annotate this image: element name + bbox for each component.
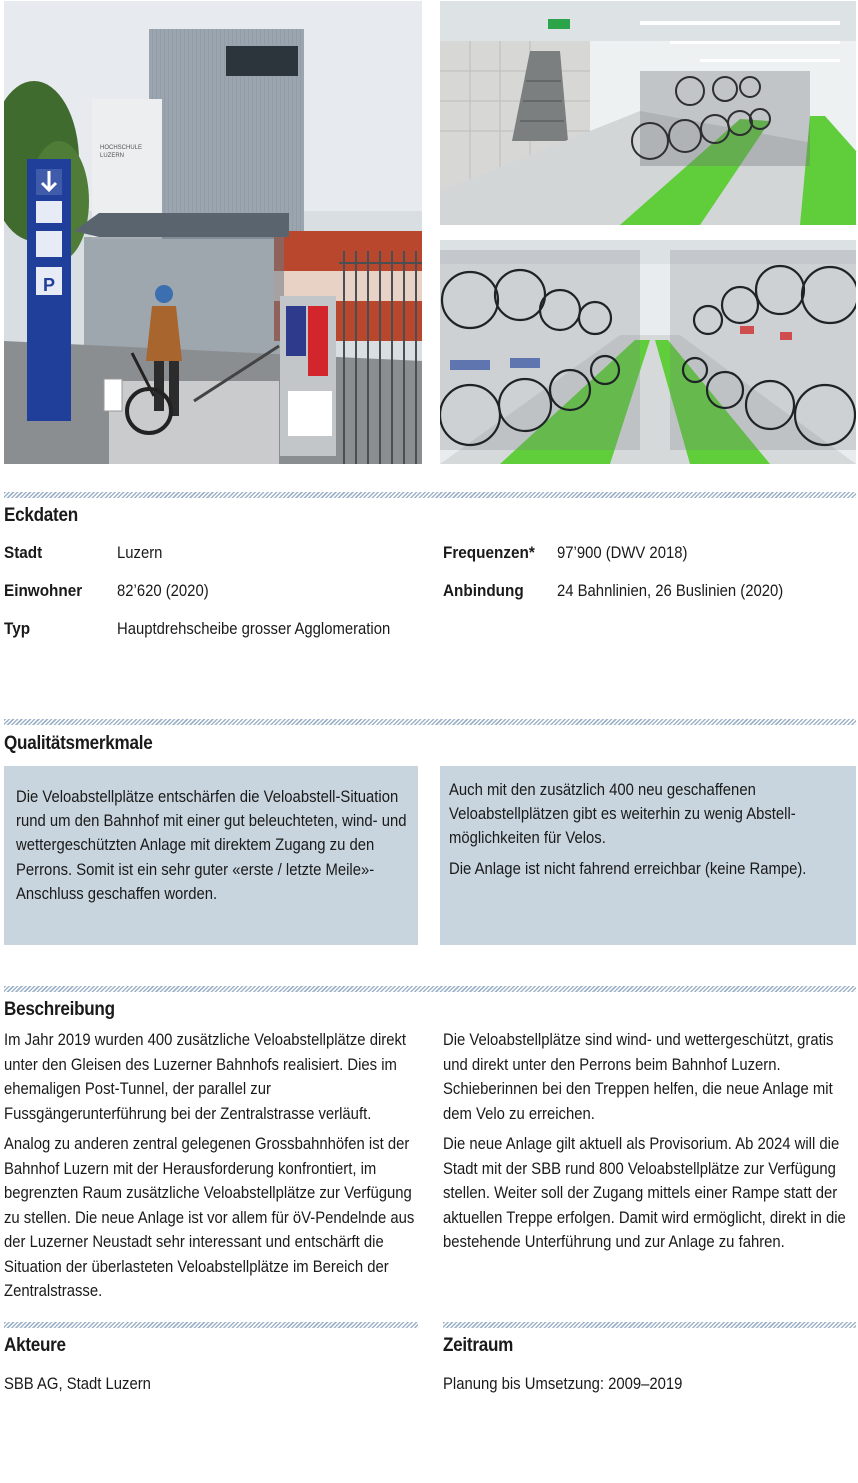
label-frequenzen: Frequenzen*: [443, 543, 535, 562]
value-anbindung: 24 Bahnlinien, 26 Buslinien (2020): [557, 582, 784, 600]
divider-beschreibung: [4, 986, 856, 992]
label-typ: Typ: [4, 619, 31, 638]
label-einwohner: Einwohner: [4, 581, 83, 600]
value-einwohner: 82’620 (2020): [117, 582, 209, 600]
description-left-2: Analog zu anderen zentral gelegenen Grossbahnhöfen ist der Bahnhof Luzern mit der Herausforderung konfrontiert, im begrenzten Raum zusätzliche Veloabstellplätze zur Verfügung zu stellen. Die neue Anlage ist vor allem für öV-Pendelnde aus der Luzerner Neustadt sehr interessant und entschärft die Situation der überlasteten Veloabstellplätze im Bereich der Zentralstrasse.: [4, 1135, 415, 1300]
divider-zeitraum: [443, 1322, 856, 1328]
value-stadt: Luzern: [117, 544, 163, 562]
heading-akteure: Akteure: [4, 1335, 66, 1356]
divider-akteure: [4, 1322, 418, 1328]
value-akteure: SBB AG, Stadt Luzern: [4, 1375, 151, 1393]
description-left-1: Im Jahr 2019 wurden 400 zusätzliche Veloabstellplätze direkt unter den Gleisen des Luzerner Bahnhofs realisiert. Dies im ehemaligen Post-Tunnel, der parallel zur Fussgängerunterführung bei der Zentralstrasse verläuft.: [4, 1031, 407, 1123]
description-right: [443, 1028, 858, 1255]
bike-parking-hall-photo-icon: [440, 240, 856, 464]
heading-qualitaet: Qualitätsmerkmale: [4, 733, 153, 754]
photo-station-entrance: [4, 1, 422, 464]
description-left: [4, 1028, 421, 1304]
quality-negative-2: Die Anlage ist nicht fahrend erreichbar (keine Rampe).: [449, 859, 807, 878]
quality-negative-box: [440, 766, 856, 945]
svg-text:LUZERN: LUZERN: [100, 153, 125, 159]
svg-text:P: P: [43, 275, 56, 295]
quality-negative-text: [449, 778, 854, 881]
svg-text:HOCHSCHULE: HOCHSCHULE: [100, 145, 143, 151]
quality-positive-box: [4, 766, 418, 945]
heading-eckdaten: Eckdaten: [4, 505, 78, 526]
description-right-1: Die Veloabstellplätze sind wind- und wettergeschützt, gratis und direkt unter den Perrons beim Bahnhof Luzern. Schieberinnen bei den Treppen helfen, die neue Anlage mit dem Velo zu erreichen.: [443, 1031, 834, 1123]
label-stadt: Stadt: [4, 543, 43, 562]
photo-tunnel-stairs: [440, 1, 856, 225]
description-right-2: Die neue Anlage gilt aktuell als Provisorium. Ab 2024 will die Stadt mit der SBB rund 800 Veloabstellplätze zur Verfügung stellen. Weiter soll der Zugang mittels einer Rampe statt der aktuellen Treppe erfolgen. Damit wird ermöglicht, direkt in die bestehende Unterführung und zur Anlage zu fahren.: [443, 1135, 846, 1251]
value-typ: Hauptdrehscheibe grosser Agglomeration: [117, 620, 391, 638]
photo-bike-parking-hall: [440, 240, 856, 464]
cyclist-entrance-photo-icon: [4, 1, 422, 464]
heading-beschreibung: Beschreibung: [4, 999, 115, 1020]
stairs-bike-rack-photo-icon: [440, 1, 856, 225]
divider-qualitaet: [4, 719, 856, 725]
value-frequenzen: 97’900 (DWV 2018): [557, 544, 688, 562]
value-zeitraum: Planung bis Umsetzung: 2009–2019: [443, 1375, 683, 1393]
label-anbindung: Anbindung: [443, 581, 524, 600]
heading-zeitraum: Zeitraum: [443, 1335, 514, 1356]
divider-eckdaten: [4, 492, 856, 498]
quality-positive-text: Die Veloabstellplätze entschärfen die Veloabstell-Situation rund um den Bahnhof mit einer gut beleuchteten, wind- und wettergeschützten Anlage mit direktem Zugang zu den Perrons. Somit ist ein sehr guter «erste / letzte Meile»-Anschluss geschaffen worden.: [16, 788, 407, 903]
quality-negative-1: Auch mit den zusätzlich 400 neu geschaffenen Veloabstellplätzen gibt es weiterhin zu wenig Abstellmöglichkeiten für Velos.: [449, 781, 796, 848]
